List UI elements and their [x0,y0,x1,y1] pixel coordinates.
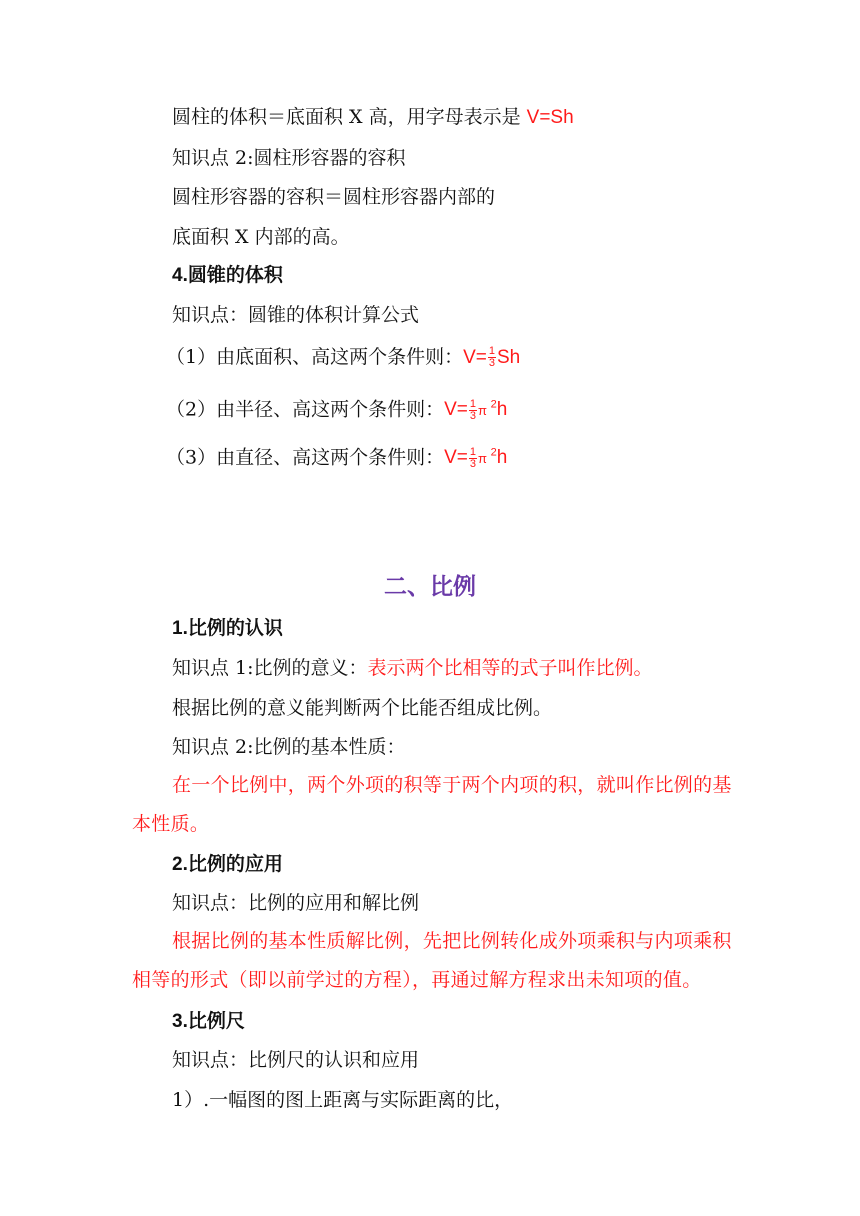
fraction-numerator: 1 [469,445,476,458]
formula-tail: h [496,447,508,469]
ratio-s1-kp1 [172,655,653,681]
cone-kp-title: 知识点：圆锥的体积计算公式 [172,304,420,326]
formula-tail: h [496,399,508,421]
ratio-s1-line2: 根据比例的意义能判断两个比能否组成比例。 [172,697,553,719]
cylinder-kp2-title: 知识点 2:圆柱形容器的容积 [172,147,406,169]
formula-prefix: V= [463,347,487,368]
ratio-s1-title: 1.比例的认识 [172,618,283,639]
fraction-numerator: 1 [469,397,476,410]
cone-section-title: 4.圆锥的体积 [172,265,283,286]
fraction [469,399,477,422]
ratio-s1-kp2-definition: 在一个比例中，两个外项的积等于两个内项的积，就叫作比例的基本性质。 [132,774,732,835]
fraction-denominator: 3 [488,357,495,370]
formula-pi: π [478,451,491,467]
cylinder-kp2-line1: 圆柱形容器的容积＝圆柱形容器内部的 [172,186,496,208]
ratio-s2-title: 2.比例的应用 [172,854,283,875]
cone-case-formula [444,447,507,468]
formula-pi: π [478,403,491,419]
fraction-numerator: 1 [488,345,495,358]
formula-prefix: V= [444,447,468,469]
ratio-s3-line1: 1）.一幅图的图上距离与实际距离的比， [172,1089,514,1111]
cylinder-volume-formula: V=Sh [526,107,574,128]
ratio-s2-kp: 知识点：比例的应用和解比例 [172,892,420,914]
formula-suffix: Sh [497,347,521,368]
formula-prefix: V= [444,399,468,421]
ratio-s2-definition: 根据比例的基本性质解比例，先把比例转化成外项乘积与内项乘积相等的形式（即以前学过的方程），再通过解方程求出未知项的值。 [132,930,732,991]
cone-case-2 [166,392,507,424]
cone-case-formula [463,347,520,368]
fraction-denominator: 3 [469,457,476,470]
cone-case-label: （3）由直径、高这两个条件则： [166,446,445,469]
cone-case-3 [166,440,507,472]
formula-superscript: 2 [490,399,497,411]
ratio-s1-kp2: 知识点 2:比例的基本性质： [172,736,406,758]
cone-case-label: （1）由底面积、高这两个条件则： [166,346,464,368]
ratio-s3-kp: 知识点：比例尺的认识和应用 [172,1049,420,1071]
fraction-denominator: 3 [469,409,476,422]
cylinder-volume-line [172,104,574,131]
cylinder-volume-text: 圆柱的体积＝底面积 X 高，用字母表示是 [172,106,527,128]
ratio-s1-kp1-definition: 表示两个比相等的式子叫作比例。 [367,657,653,679]
cylinder-kp2-line2: 底面积 X 内部的高。 [172,226,350,248]
fraction [488,346,496,369]
formula-superscript: 2 [490,447,497,459]
ratio-s1-kp1-label: 知识点 1:比例的意义： [172,657,368,679]
cone-case-label: （2）由半径、高这两个条件则： [166,398,445,421]
ratio-s3-title: 3.比例尺 [172,1011,245,1032]
cone-case-formula [444,399,507,420]
ratio-heading: 二、比例 [384,574,476,600]
cone-case-1 [166,344,520,371]
fraction [469,447,477,470]
